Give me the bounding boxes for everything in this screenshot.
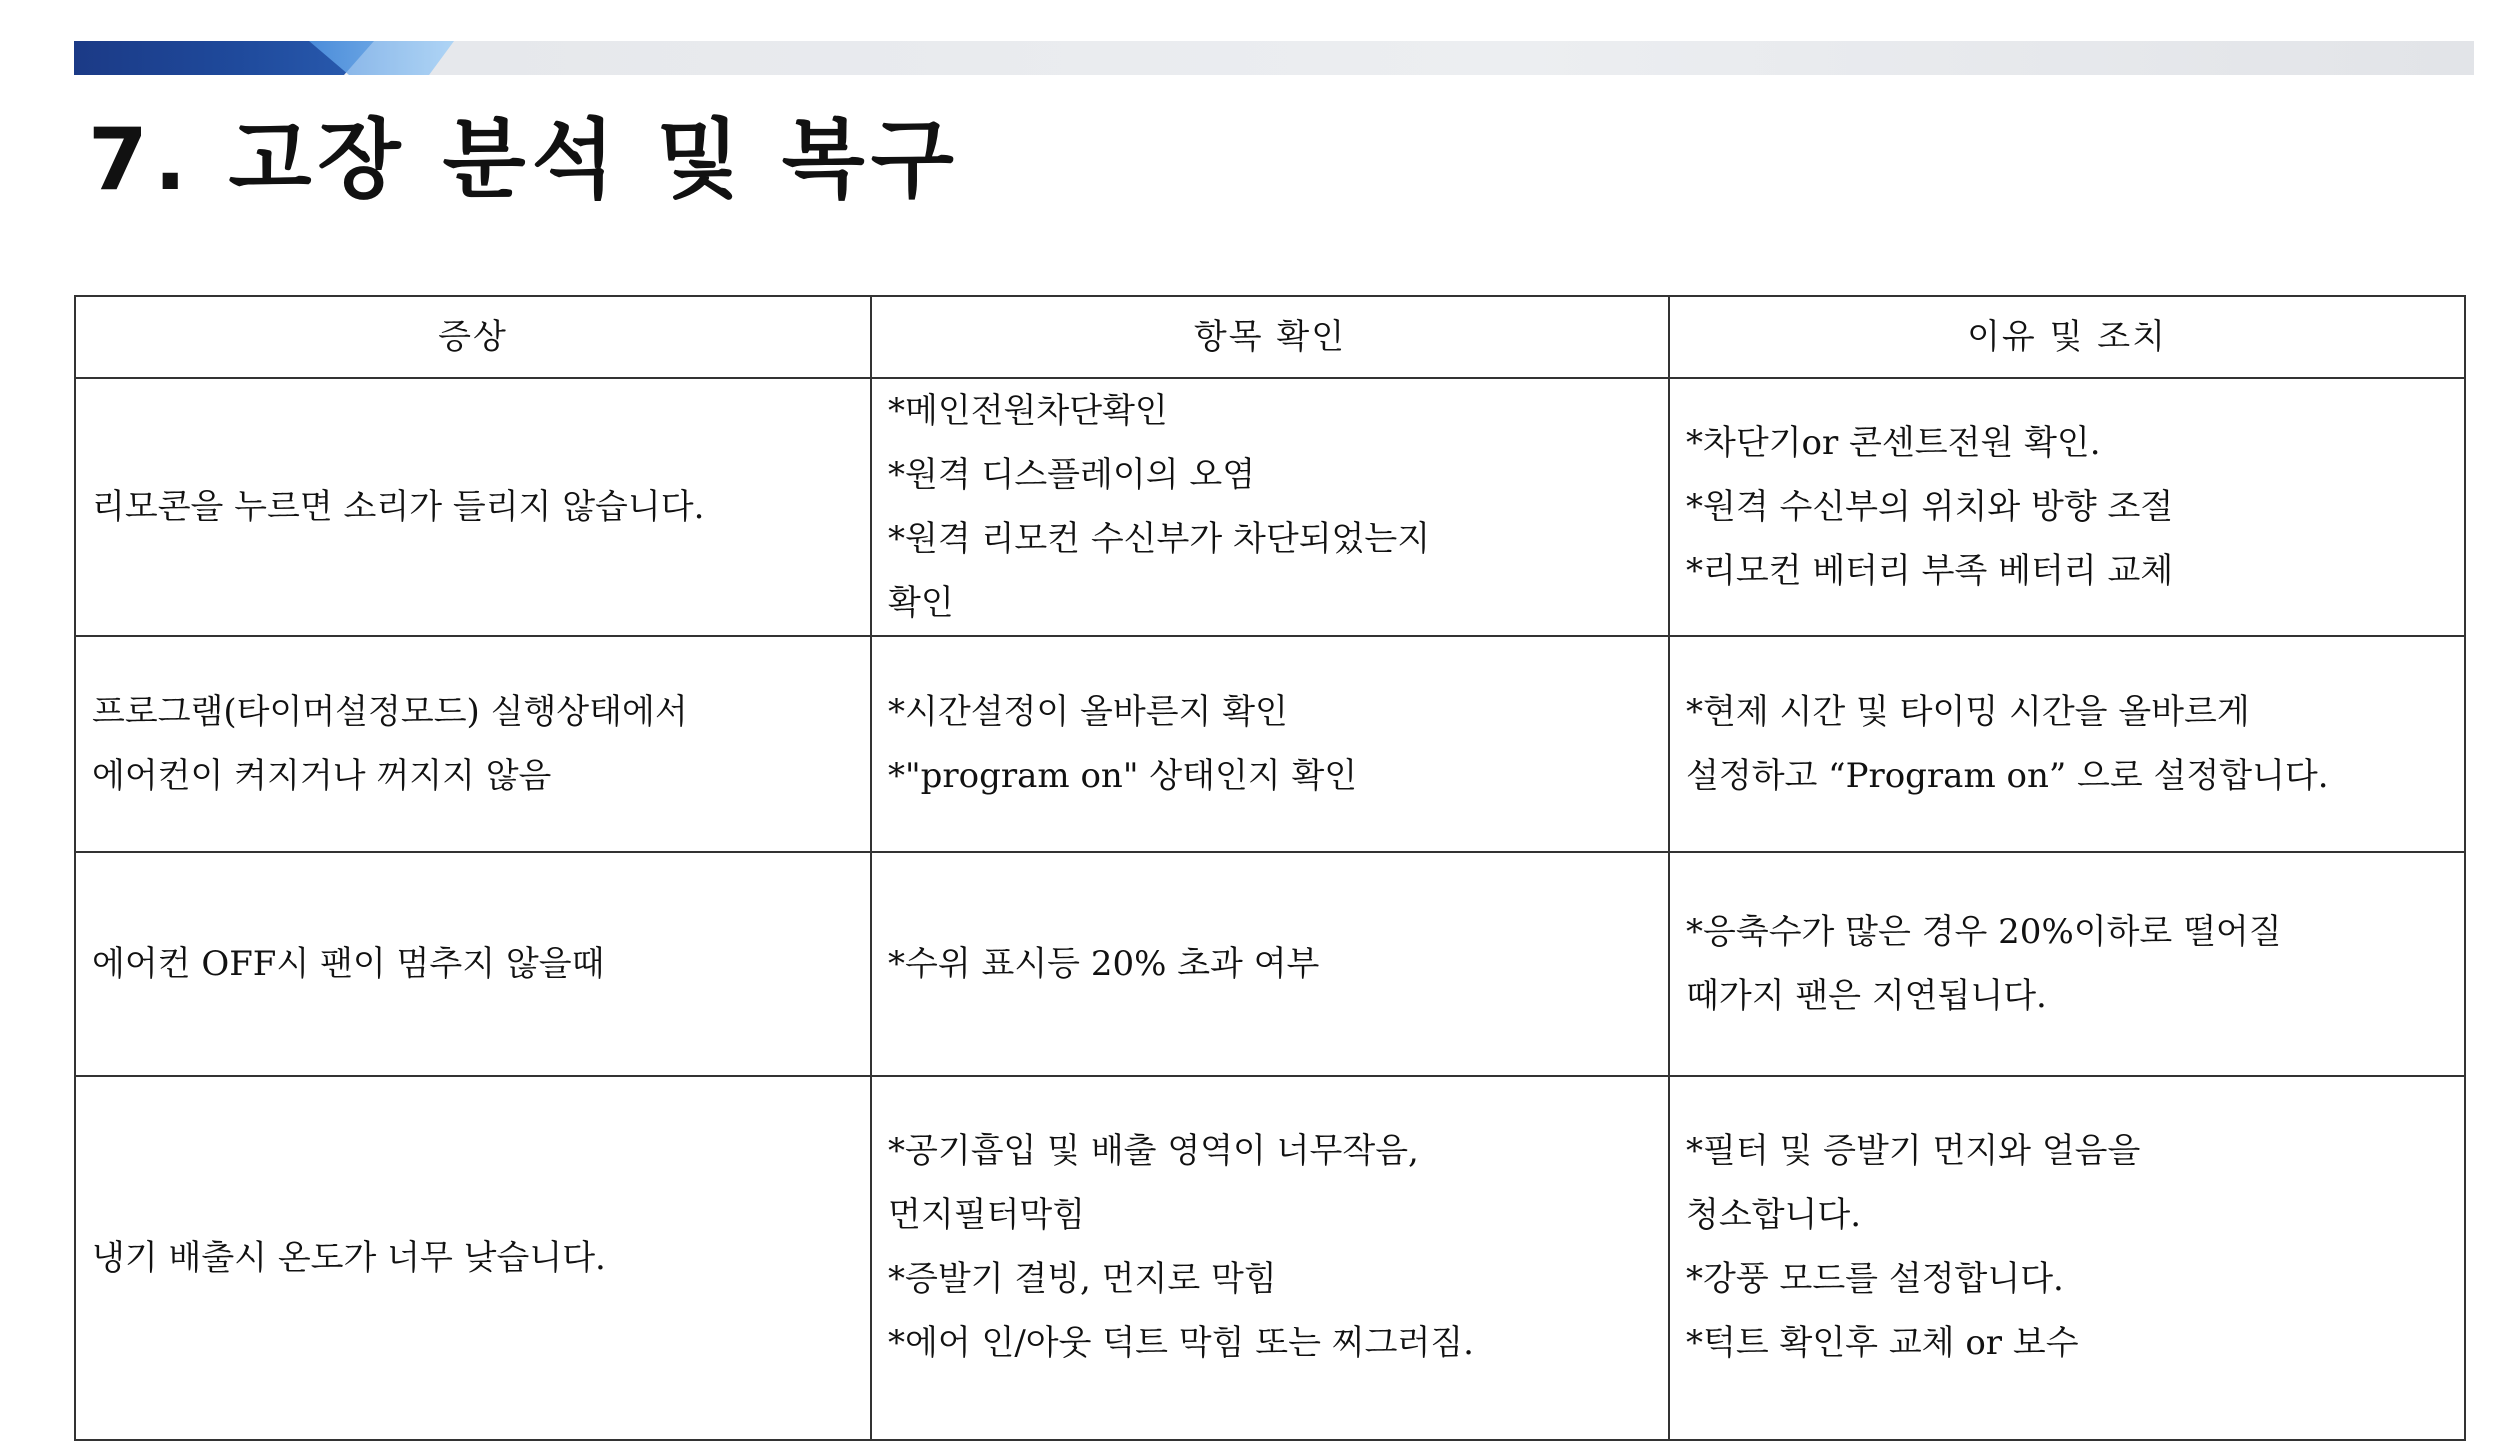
check-line: 먼지필터막힘 <box>888 1195 1086 1235</box>
action-line: *턱트 확인후 교체 or 보수 <box>1686 1323 2079 1363</box>
check-line: *시간설정이 올바른지 확인 <box>888 692 1288 732</box>
header-symptom: 증상 <box>75 296 871 378</box>
table-row <box>75 852 2465 1076</box>
action-line: *강풍 모드를 설정합니다. <box>1686 1259 2064 1299</box>
check-line: *에어 인/아웃 덕트 막힘 또는 찌그러짐. <box>888 1323 1474 1363</box>
action-cell <box>1669 636 2465 852</box>
action-line: *차단기or 콘센트전원 확인. <box>1686 423 2101 463</box>
table-row <box>75 1076 2465 1440</box>
check-line: *메인전원차단확인 <box>888 391 1168 431</box>
check-line: *공기흡입 및 배출 영역이 너무작음, <box>888 1131 1419 1171</box>
action-line: *필터 및 증발기 먼지와 얼음을 <box>1686 1131 2141 1171</box>
check-line: 확인 <box>888 583 954 623</box>
check-cell <box>871 636 1669 852</box>
action-line: *응축수가 많은 경우 20%이하로 떨어질 <box>1686 912 2282 952</box>
table-row <box>75 378 2465 636</box>
check-line: *증발기 결빙, 먼지로 막힘 <box>888 1259 1277 1299</box>
symptom-text: 에어컨 OFF시 팬이 멈추지 않을때 <box>92 944 605 984</box>
check-line: *원격 리모컨 수신부가 차단되었는지 <box>888 519 1431 559</box>
action-line: 때가지 팬은 지연됩니다. <box>1686 976 2047 1016</box>
action-line: 청소합니다. <box>1686 1195 1862 1235</box>
action-line: 설정하고 “Program on” 으로 설정합니다. <box>1686 756 2329 796</box>
symptom-cell <box>75 852 871 1076</box>
header-accent-stripe <box>74 41 454 75</box>
symptom-text: 에어컨이 켜지거나 꺼지지 않음 <box>92 756 552 796</box>
check-cell <box>871 378 1669 636</box>
table-row <box>75 636 2465 852</box>
page-title: 7. 고장 분석 및 복구 <box>88 110 960 210</box>
action-cell <box>1669 1076 2465 1440</box>
action-line: *원격 수신부의 위치와 방향 조절 <box>1686 487 2174 527</box>
action-cell <box>1669 378 2465 636</box>
action-cell <box>1669 852 2465 1076</box>
troubleshooting-table <box>74 295 2466 1441</box>
symptom-cell <box>75 636 871 852</box>
symptom-text: 냉기 배출시 온도가 너무 낮습니다. <box>92 1238 606 1278</box>
symptom-text: 프로그램(타이머설정모드) 실행상태에서 <box>92 692 688 732</box>
check-cell <box>871 852 1669 1076</box>
symptom-cell <box>75 1076 871 1440</box>
check-line: *수위 표시등 20% 초과 여부 <box>888 944 1320 984</box>
action-line: *현제 시간 및 타이밍 시간을 올바르게 <box>1686 692 2250 732</box>
check-cell <box>871 1076 1669 1440</box>
symptom-cell <box>75 378 871 636</box>
table-header-row <box>75 296 2465 378</box>
check-line: *"program on" 상태인지 확인 <box>888 756 1358 796</box>
header-check: 항목 확인 <box>871 296 1669 378</box>
header-action: 이유 및 조치 <box>1669 296 2465 378</box>
action-line: *리모컨 베터리 부족 베터리 교체 <box>1686 551 2174 591</box>
symptom-text: 리모콘을 누르면 소리가 들리지 않습니다. <box>92 487 705 527</box>
check-line: *원격 디스플레이의 오염 <box>888 455 1256 495</box>
